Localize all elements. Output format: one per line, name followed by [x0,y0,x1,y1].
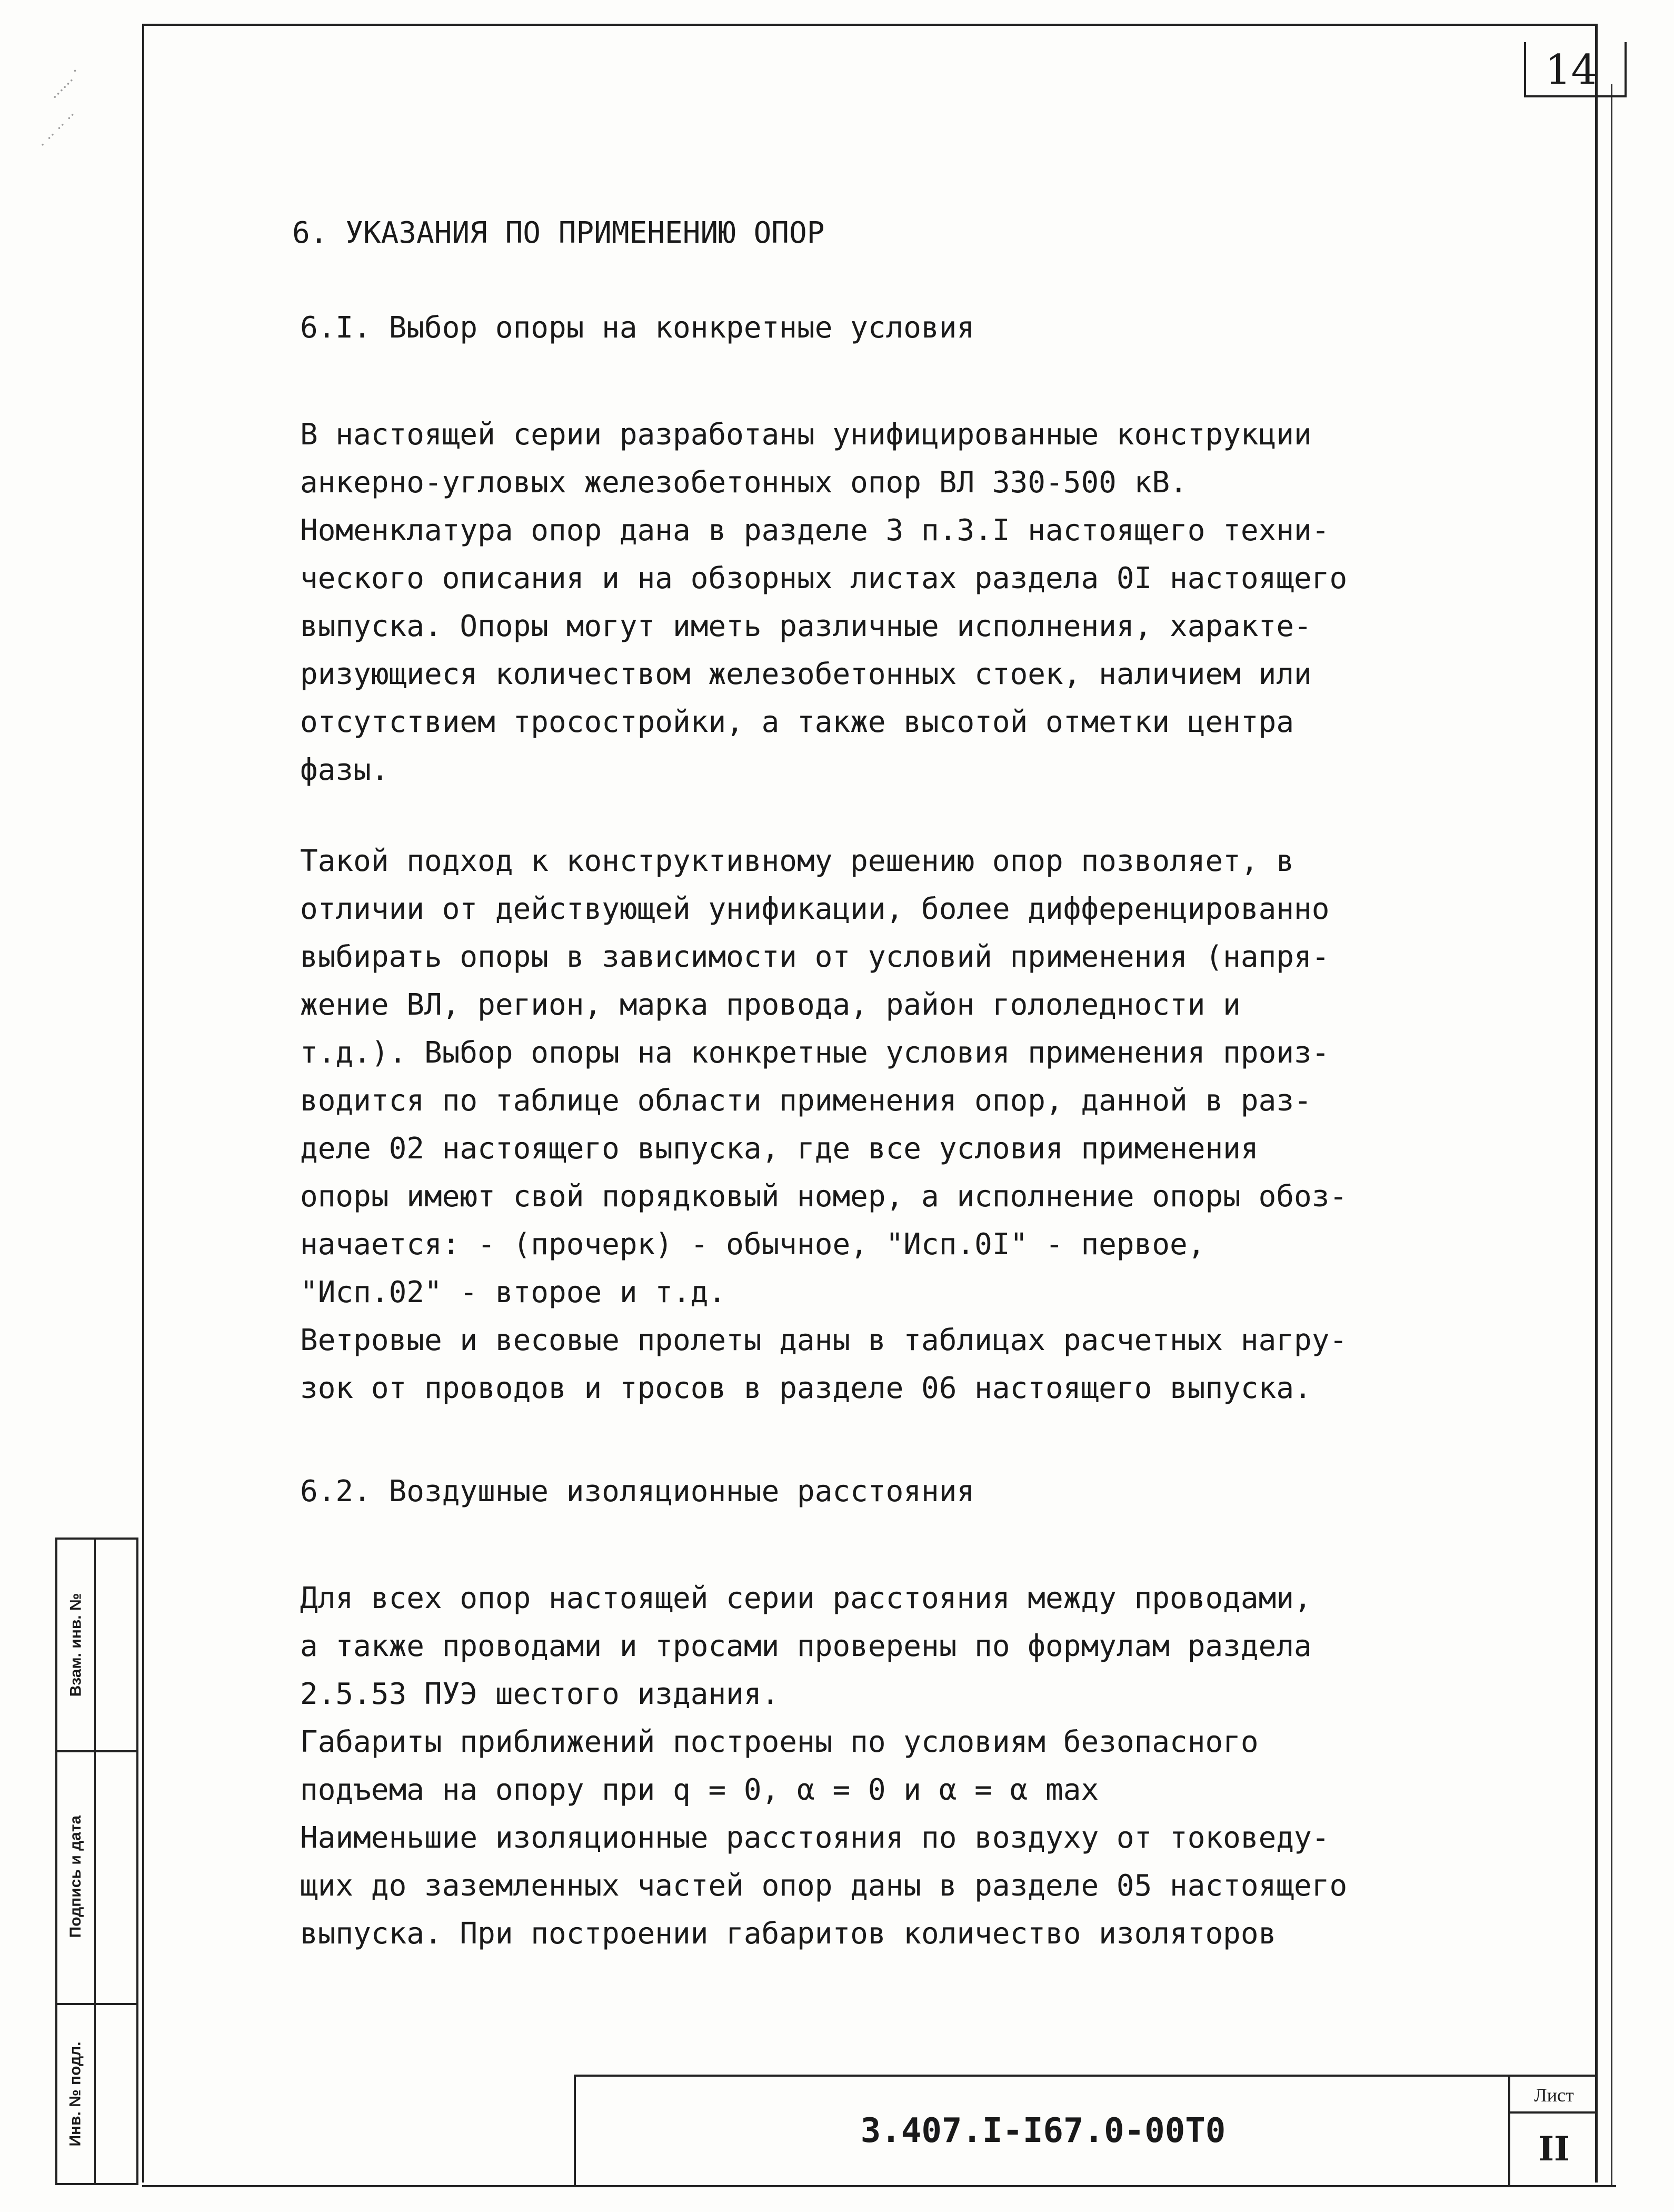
paragraph: Для всех опор настоящей серии расстояния между проводами, а также проводами и тросами проверены по формулам раздела 2.5.53 ПУЭ шестого издания. Габариты приближений построены по условиям безопасного подъема на опору при q = 0, α = 0 и α = α max Наименьшие изоляционные расстояния по воздуху от токоведу- щих до заземленных частей опор даны в разделе 05 настоящего выпуска. При построении габаритов количество изоляторов [300,1581,1348,1951]
subsection-1-body-2 [300,837,1532,1412]
section-heading: 6. УКАЗАНИЯ ПО ПРИМЕНЕНИЮ ОПОР [292,216,825,250]
faint-mark: · ·· ·· ·· [35,107,81,153]
sheet-number: II [1538,2129,1570,2169]
page-number: 14 [1545,46,1598,94]
sheet-cell [1508,2077,1598,2185]
subsection-1-title: 6.I. Выбор опоры на конкретные условия [300,311,975,345]
margin-stamp [55,1538,138,2185]
margin-stamp-divider [94,1540,96,2183]
paragraph: Такой подход к конструктивному решению опор позволяет, в отличии от действующей унификации, более дифференцированно выбирать опоры в зависимости от условий применения (напря- жение ВЛ, регион, марка провода, район гололедности и т.д.). Выбор опоры на конкретные условия применения произ- водится по таблице области применения опор, данной в раз- деле 02 настоящего выпуска, где все условия применения опоры имеют свой порядковый номер, а исполнение опоры обоз- начается: - (прочерк) - обычное, "Исп.0I" - первое, "Исп.02" - второе и т.д. Ветровые и весовые пролеты даны в таблицах расчетных нагру- зок от проводов и тросов в разделе 06 настоящего выпуска. [300,844,1348,1405]
document-code: 3.407.I-I67.0-00Т0 [860,2111,1226,2150]
sheet-label: Лист [1510,2077,1598,2114]
page-frame-right-edge [1611,84,1612,2185]
faint-marks [24,42,197,221]
margin-stamp-label: Подпись и дата [67,1815,85,1938]
title-block [574,2075,1598,2185]
subsection-2-title: 6.2. Воздушные изоляционные расстояния [300,1474,975,1509]
margin-stamp-label: Инв. № подл. [67,2041,84,2147]
subsection-1-body [300,411,1532,794]
faint-mark: ...... · [44,63,83,102]
subsection-2-body [300,1574,1532,1958]
margin-stamp-label: Взам. инв. № [67,1593,85,1697]
paragraph: В настоящей серии разработаны унифицированные конструкции анкерно-угловых железобетонных опор ВЛ 330-500 кВ. Номенклатура опор дана в разделе 3 п.3.I настоящего техни- ческого описания и на обзорных листах раздела 0I настоящего выпуска. Опоры могут иметь различные исполнения, характе- ризующиеся количеством железобетонных стоек, наличием или отсутствием тросостройки, а также высотой отметки центра фазы. [300,418,1348,787]
page-frame-bottom [142,2185,1616,2187]
